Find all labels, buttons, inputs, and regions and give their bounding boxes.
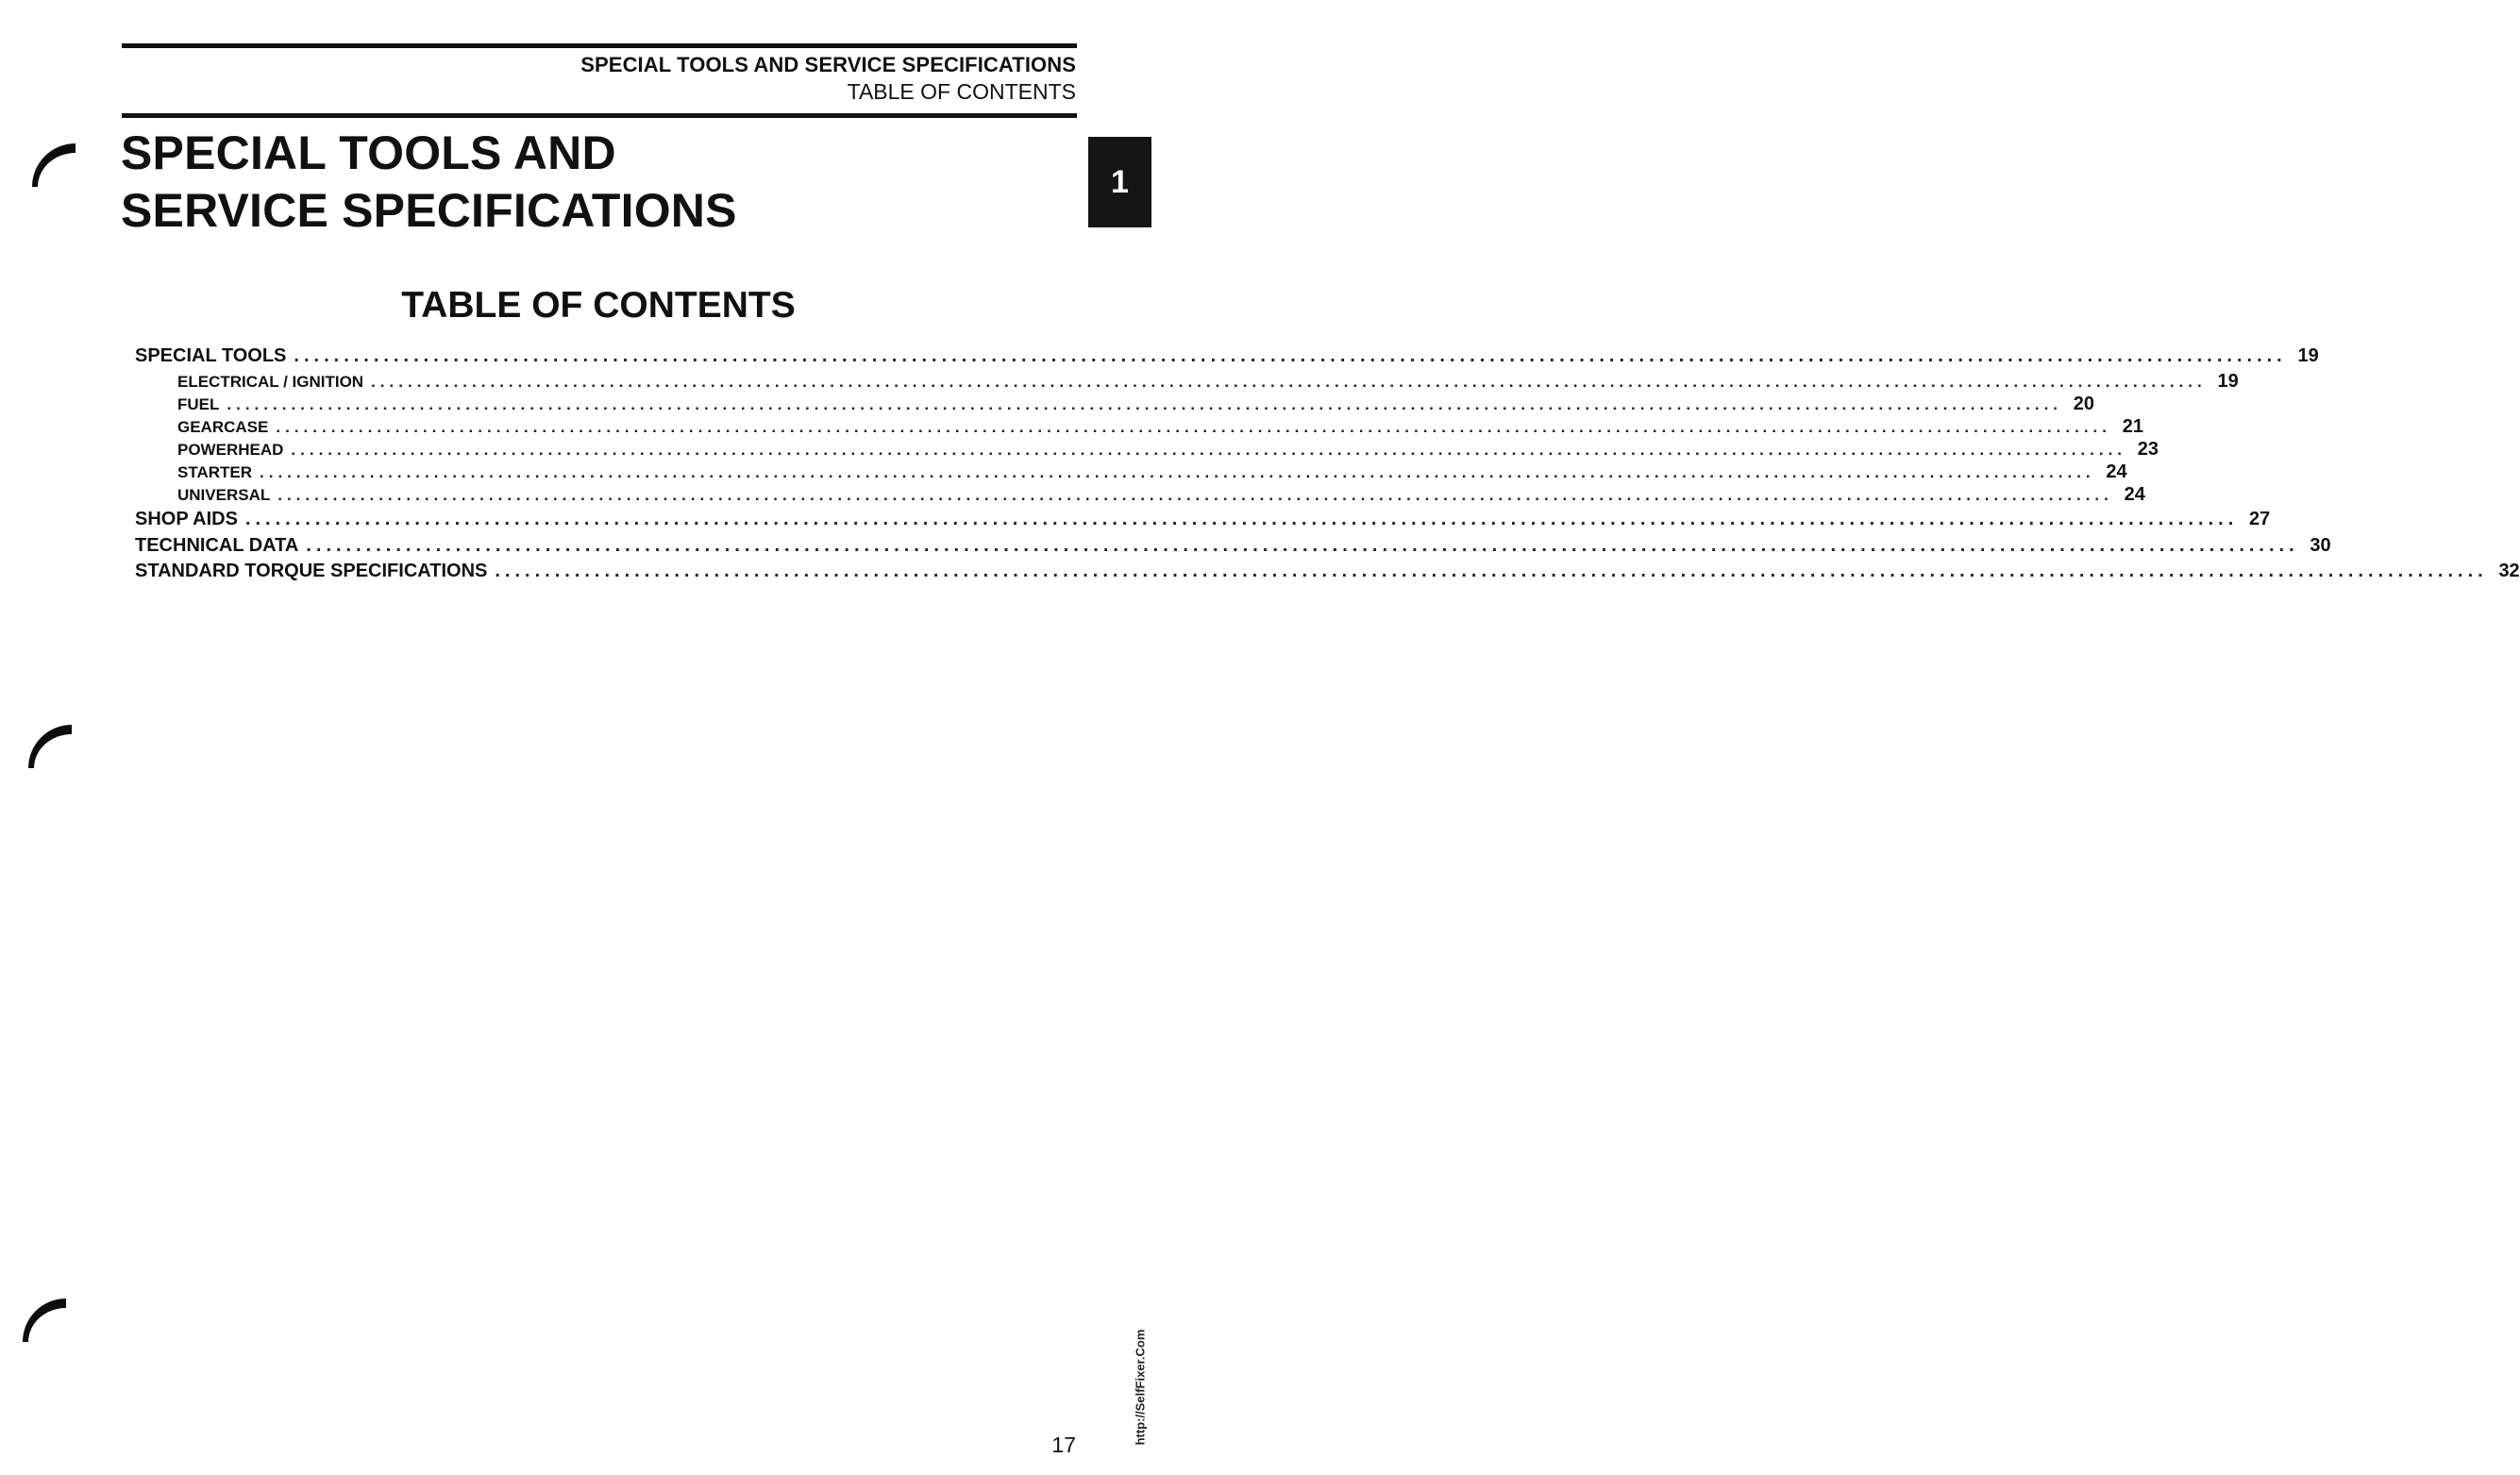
binder-hole-middle bbox=[28, 725, 72, 768]
toc-dot-leader: ........................................................................................................................................................................................................ bbox=[276, 418, 2111, 436]
toc-entry[interactable] bbox=[135, 509, 2271, 530]
toc-entry-page: 27 bbox=[2249, 509, 2271, 529]
toc-dot-leader: ........................................................................................................................................................................................................ bbox=[227, 395, 2063, 413]
toc-entry-label: ELECTRICAL / IGNITION bbox=[177, 373, 364, 391]
toc-entry-page: 19 bbox=[2217, 371, 2239, 392]
toc-entry[interactable] bbox=[135, 461, 2127, 483]
watermark-url: http://SelfFixer.Com bbox=[1133, 1329, 1148, 1446]
page-number: 17 bbox=[1051, 1433, 1076, 1457]
toc-entry-label: SPECIAL TOOLS bbox=[135, 345, 287, 366]
chapter-tab bbox=[1088, 137, 1151, 227]
toc-dot-leader: ........................................................................................................................................................................................................ bbox=[371, 373, 2207, 391]
chapter-title-line-2: SERVICE SPECIFICATIONS bbox=[121, 184, 737, 237]
chapter-title bbox=[121, 125, 737, 240]
toc-entry[interactable] bbox=[135, 484, 2145, 506]
chapter-title-line-1: SPECIAL TOOLS AND bbox=[121, 126, 616, 179]
toc-dot-leader: ........................................................................................................................................................................................................ bbox=[277, 486, 2113, 504]
toc-entry-page: 21 bbox=[2122, 416, 2143, 437]
toc-entry-label: TECHNICAL DATA bbox=[135, 535, 299, 556]
binder-hole-top bbox=[32, 143, 76, 187]
toc-entry-page: 19 bbox=[2297, 345, 2319, 366]
running-header-subtitle: TABLE OF CONTENTS bbox=[847, 79, 1076, 104]
toc-dot-leader: ........................................................................................................................................................................................................ bbox=[495, 561, 2488, 581]
toc-entry-page: 30 bbox=[2310, 535, 2331, 556]
toc-dot-leader: ........................................................................................................................................................................................................ bbox=[244, 509, 2239, 529]
toc-entry-label: FUEL bbox=[177, 395, 220, 413]
toc-entry[interactable] bbox=[135, 371, 2239, 393]
toc-entry-page: 24 bbox=[2106, 461, 2127, 482]
toc-entry-page: 20 bbox=[2073, 394, 2095, 414]
toc-entry-page: 32 bbox=[2498, 561, 2520, 581]
toc-dot-leader: ........................................................................................................................................................................................................ bbox=[306, 535, 2299, 556]
toc-heading: TABLE OF CONTENTS bbox=[401, 285, 796, 326]
toc-entry[interactable] bbox=[135, 416, 2143, 438]
header-bottom-rule bbox=[122, 113, 1077, 118]
toc-entry[interactable] bbox=[135, 394, 2095, 415]
toc-dot-leader: ........................................................................................................................................................................................................ bbox=[294, 345, 2287, 366]
chapter-tab-number: 1 bbox=[1111, 163, 1129, 200]
toc-entry[interactable] bbox=[135, 535, 2331, 557]
toc-entry-label: SHOP AIDS bbox=[135, 509, 238, 529]
toc-entry[interactable] bbox=[135, 561, 2520, 582]
header-top-rule bbox=[122, 43, 1077, 48]
toc-entry-label: STARTER bbox=[177, 463, 253, 481]
toc-entry-label: POWERHEAD bbox=[177, 441, 284, 459]
toc-entry-page: 23 bbox=[2137, 439, 2159, 460]
toc-entry-label: UNIVERSAL bbox=[177, 486, 271, 504]
toc-entry-page: 24 bbox=[2124, 484, 2145, 505]
toc-entry-label: STANDARD TORQUE SPECIFICATIONS bbox=[135, 561, 488, 581]
toc-dot-leader: ........................................................................................................................................................................................................ bbox=[291, 441, 2127, 459]
toc-entry-label: GEARCASE bbox=[177, 418, 269, 436]
binder-hole-bottom bbox=[23, 1299, 66, 1342]
toc-dot-leader: ........................................................................................................................................................................................................ bbox=[260, 463, 2095, 481]
running-header-title: SPECIAL TOOLS AND SERVICE SPECIFICATIONS bbox=[580, 53, 1076, 76]
toc-entry[interactable] bbox=[135, 439, 2159, 461]
toc-entry[interactable] bbox=[135, 345, 2319, 367]
